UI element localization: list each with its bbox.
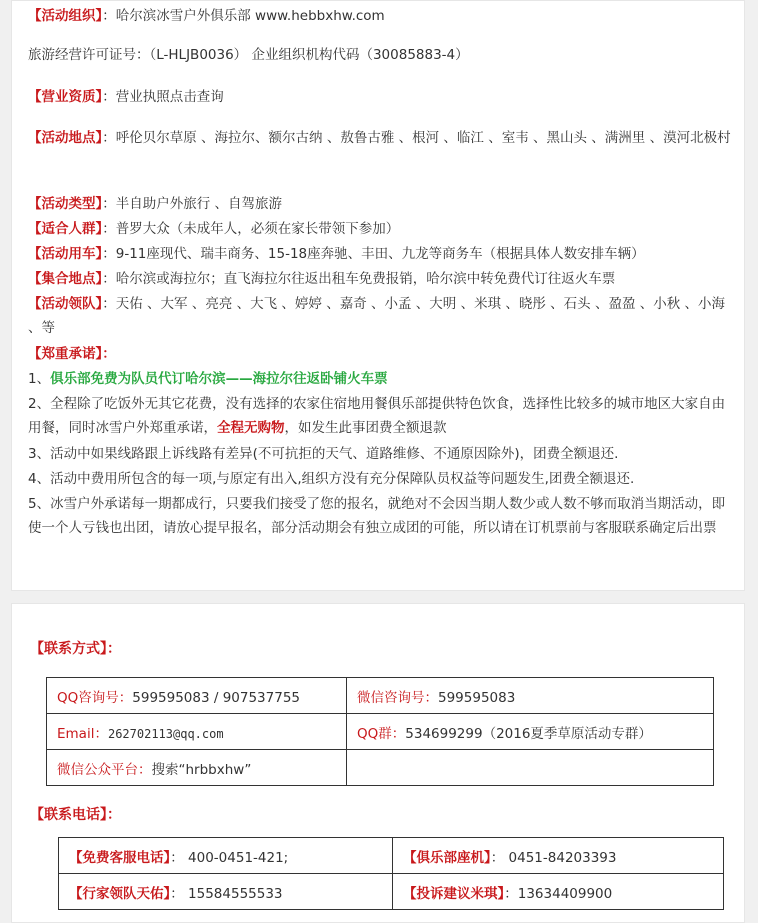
table-row (47, 750, 714, 786)
locations-label: 【活动地点】 (28, 130, 103, 146)
email-link[interactable]: 262702113@qq.com (107, 726, 224, 741)
promise-1: 1、俱乐部免费为队员代订哈尔滨——海拉尔往返卧铺火车票 (28, 371, 388, 387)
hotline-value[interactable]: ： 400-0451-421; (170, 849, 289, 866)
vehicles-value: ：9-11座现代、瑞丰商务、15-18座奔驰、丰田、九龙等商务车（根据具体人数安排车辆） (102, 246, 645, 262)
qqgroup-value[interactable]: 534699299（2016夏季草原活动专群） (405, 725, 652, 742)
locations-value: ：呼伦贝尔草原 、海拉尔、额尔古纳 、敖鲁古雅 、根河 、临江 、室韦 、黑山头 、满洲里 、漠河北极村 (102, 130, 731, 146)
public-value[interactable]: 搜索“hrbbxhw” (151, 761, 252, 778)
phones-table (58, 837, 724, 910)
type-label: 【活动类型】 (28, 196, 103, 212)
contact-table (46, 677, 714, 786)
promise-5: 5、冰雪户外承诺每一期都成行，只要我们接受了您的报名，就绝对不会因当期人数少或人数不够而取消当期活动，即使一个人亏钱也出团，请放心提早报名，部分活动期会有独立成团的可能，所以请在订机票前与客服联系确定后出票 (28, 496, 726, 536)
landline-cell (393, 838, 724, 874)
phones-title: 【联系电话】： (30, 807, 121, 823)
qualification-link[interactable]: ：营业执照点击查询 (102, 89, 224, 105)
qualification-row (28, 85, 224, 109)
complaint-value[interactable]: ：13634409900 (504, 885, 613, 902)
meeting-label: 【集合地点】 (28, 271, 103, 287)
qqgroup-cell (347, 714, 714, 750)
type-value: ：半自助户外旅行 、自驾旅游 (102, 196, 283, 212)
leaders-label: 【活动领队】 (28, 296, 103, 312)
contact-title: 【联系方式】： (30, 641, 121, 657)
meeting-row (28, 267, 615, 291)
org-label: 【活动组织】 (28, 8, 103, 24)
promise-3: 3、活动中如果线路跟上诉线路有差异(不可抗拒的天气、道路维修、不通原因除外)，团费全额退还. (28, 446, 619, 462)
qqgroup-label: QQ群： (357, 725, 406, 742)
leaders-value: ：天佑 、大军 、亮亮 、大飞 、婷婷 、嘉奇 、小孟 、大明 、米琪 、晓彤 、石头 、盈盈 、小秋 、小海 、等 (28, 296, 726, 336)
email-label: Email： (57, 725, 108, 742)
promise-2: 2、全程除了吃饭外无其它花费，没有选择的农家住宿地用餐俱乐部提供特色饮食，选择性比较多的城市地区大家自由用餐，同时冰雪户外郑重承诺，全程无购物，如发生此事团费全额退款 (28, 396, 726, 436)
hotline-label: 【免费客服电话】 (69, 849, 171, 866)
table-row (59, 874, 724, 910)
vehicles-row (28, 242, 645, 266)
promise-4: 4、活动中费用所包含的每一项,与原定有出入,组织方没有充分保障队员权益等问题发生,团费全额退还. (28, 471, 635, 487)
contact-card (11, 603, 745, 923)
type-row (28, 192, 282, 216)
hotline-cell (59, 838, 393, 874)
audience-row (28, 217, 399, 241)
empty-cell (347, 750, 714, 786)
qq-value[interactable]: 599595083 / 907537755 (132, 689, 301, 706)
leaders-row (28, 292, 733, 340)
audience-label: 【适合人群】 (28, 221, 103, 237)
table-row (47, 714, 714, 750)
complaint-label: 【投诉建议米琪】 (403, 885, 505, 902)
promises-title: 【郑重承诺】： (28, 346, 116, 362)
complaint-cell (393, 874, 724, 910)
public-label: 微信公众平台： (57, 761, 152, 778)
landline-value[interactable]: ： 0451-84203393 (490, 849, 617, 866)
leader-label: 【行家领队天佑】 (69, 885, 171, 902)
org-value[interactable]: ：哈尔滨冰雪户外俱乐部 www.hebbxhw.com (102, 8, 385, 24)
wechat-cell (347, 678, 714, 714)
vehicles-label: 【活动用车】 (28, 246, 103, 262)
landline-label: 【俱乐部座机】 (403, 849, 491, 866)
audience-value: ：普罗大众（未成年人，必须在家长带领下参加） (102, 221, 400, 237)
license-row: 旅游经营许可证号：（L-HLJB0036） 企业组织机构代码（30085883-4） (28, 47, 469, 63)
table-row (59, 838, 724, 874)
qualification-label: 【营业资质】 (28, 89, 103, 105)
qq-label: QQ咨询号： (57, 689, 133, 706)
wechat-value[interactable]: 599595083 (438, 689, 516, 706)
locations-row (28, 126, 733, 150)
wechat-label: 微信咨询号： (357, 689, 438, 706)
email-cell (47, 714, 347, 750)
leader-value[interactable]: ： 15584555533 (170, 885, 283, 902)
leader-cell (59, 874, 393, 910)
org-row (28, 4, 385, 28)
qq-cell (47, 678, 347, 714)
meeting-value: ：哈尔滨或海拉尔；直飞海拉尔往返出租车免费报销，哈尔滨中转免费代订往返火车票 (102, 271, 616, 287)
public-cell (47, 750, 347, 786)
table-row (47, 678, 714, 714)
info-card (11, 0, 745, 591)
